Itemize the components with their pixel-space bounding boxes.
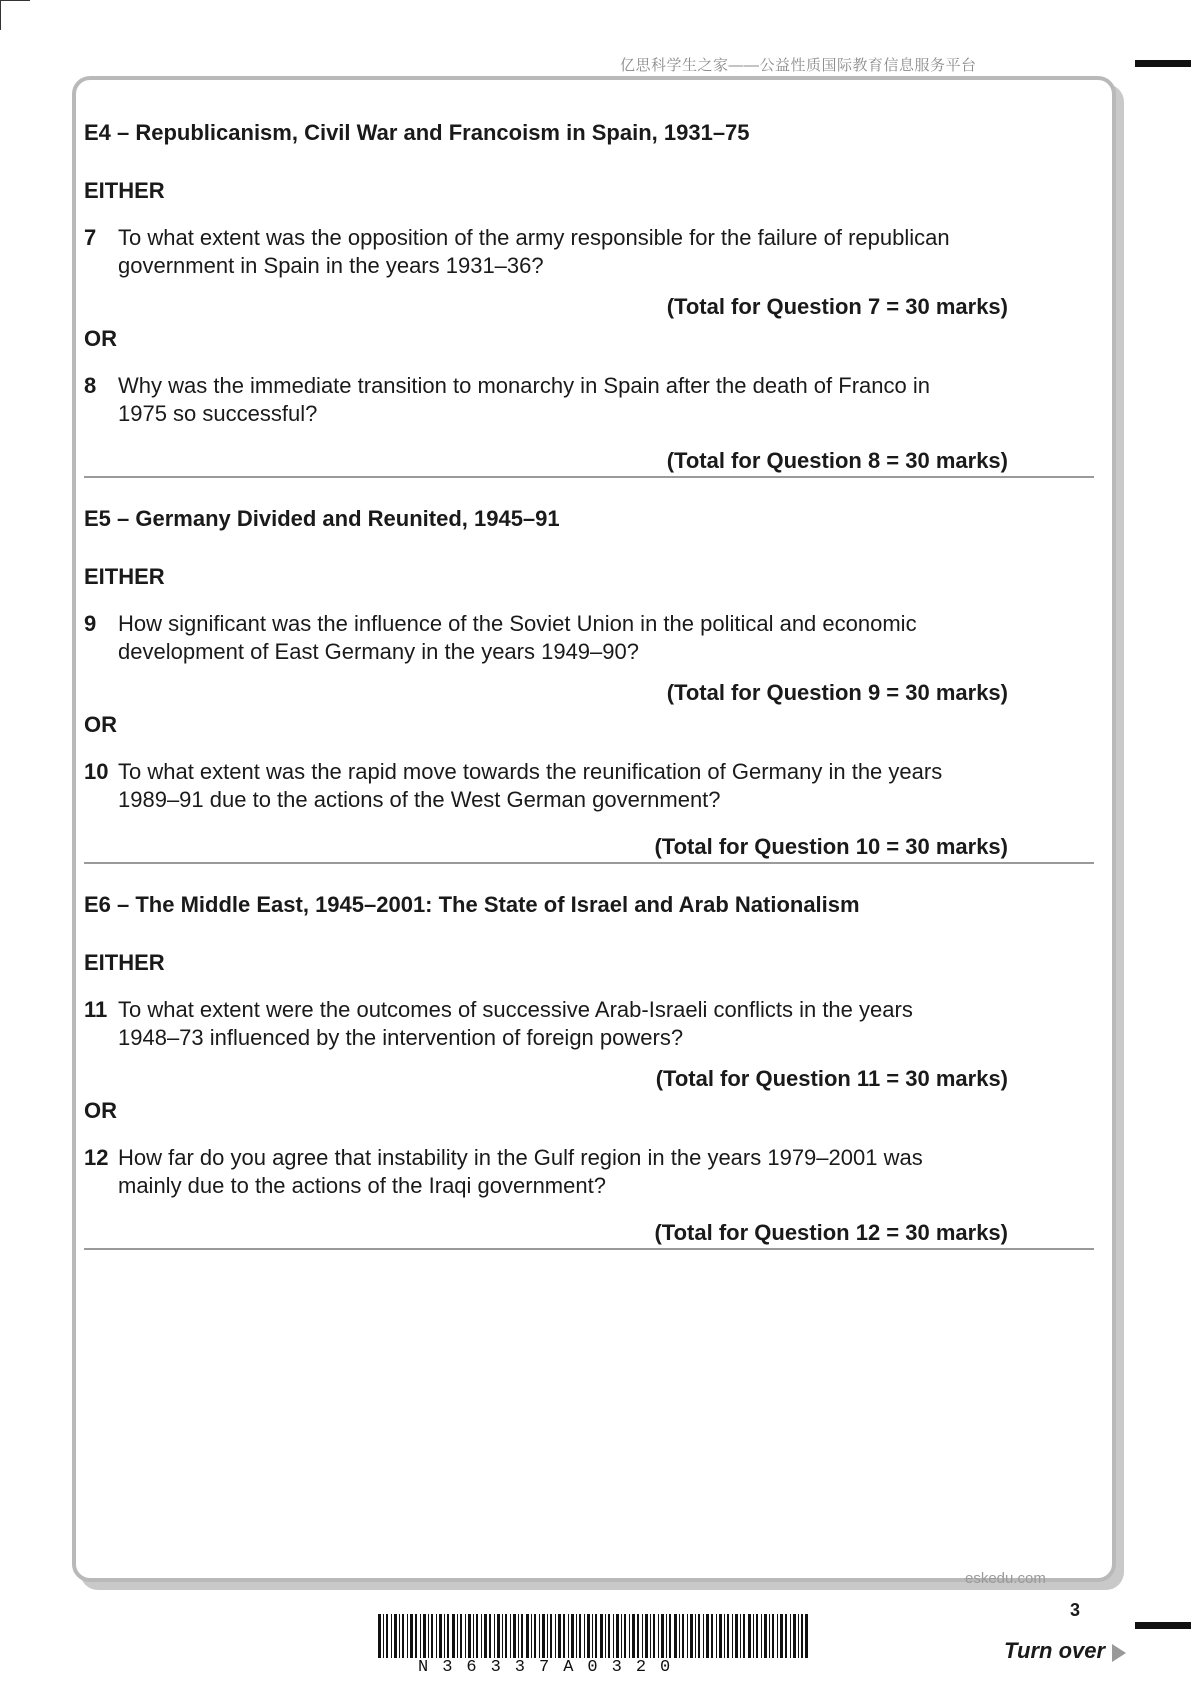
footer-watermark: eskedu.com [965,1570,1046,1587]
crop-mark-horizontal [0,0,30,1]
question-number: 8 [84,373,97,398]
barcode [378,1614,808,1658]
section-title: E6 – The Middle East, 1945–2001: The State of Israel and Arab Nationalism [84,892,860,917]
question-marks: (Total for Question 12 = 30 marks) [654,1220,1008,1245]
question-number: 10 [84,759,109,784]
crop-mark-vertical [0,0,1,30]
question-number: 12 [84,1145,109,1170]
question [84,224,1094,280]
edge-bar-bottom [1135,1622,1191,1629]
question-text: To what extent was the rapid move towards the reunification of Germany in the years 1989–91 due to the actions of the West German government? [118,759,943,812]
question [84,758,1094,814]
section-title: E5 – Germany Divided and Reunited, 1945–91 [84,506,560,531]
question-marks: (Total for Question 10 = 30 marks) [654,834,1008,859]
either-label: EITHER [84,178,165,203]
barcode-number: N36337A0320 [418,1658,685,1677]
question [84,610,1094,666]
question-marks: (Total for Question 9 = 30 marks) [666,680,1008,705]
question-text: To what extent was the opposition of the army responsible for the failure of republican government in Spain in the years 1931–36? [118,225,950,278]
question-marks: (Total for Question 11 = 30 marks) [655,1066,1008,1091]
header-watermark: 亿思科学生之家——公益性质国际教育信息服务平台 [620,57,977,74]
either-label: EITHER [84,950,165,975]
question-marks: (Total for Question 7 = 30 marks) [666,294,1008,319]
question [84,1144,1094,1200]
question-text: Why was the immediate transition to monarchy in Spain after the death of Franco in 1975 so successful? [118,373,930,426]
or-label: OR [84,712,117,737]
section-e4 [84,120,1094,478]
section-divider [84,862,1094,864]
question [84,996,1094,1052]
section-e5 [84,506,1094,864]
question-marks: (Total for Question 8 = 30 marks) [666,448,1008,473]
or-label: OR [84,326,117,351]
section-title: E4 – Republicanism, Civil War and Francoism in Spain, 1931–75 [84,120,750,145]
turn-over-label: Turn over [1004,1638,1106,1663]
section-divider [84,476,1094,478]
triangle-right-icon [1112,1644,1126,1662]
section-divider [84,1248,1094,1250]
page-number: 3 [1070,1600,1081,1620]
question-number: 11 [84,997,108,1022]
edge-bar-top [1135,60,1191,67]
section-e6 [84,892,1094,1250]
question-text: How far do you agree that instability in the Gulf region in the years 1979–2001 was mainly due to the actions of the Iraqi government? [118,1145,923,1198]
question-text: To what extent were the outcomes of successive Arab-Israeli conflicts in the years 1948–73 influenced by the intervention of foreign powers? [118,997,913,1050]
question-number: 9 [84,611,97,636]
question-number: 7 [84,225,97,250]
or-label: OR [84,1098,117,1123]
question-text: How significant was the influence of the Soviet Union in the political and economic development of East Germany in the years 1949–90? [118,611,917,664]
question [84,372,1094,428]
question-content [84,120,1094,1278]
either-label: EITHER [84,564,165,589]
